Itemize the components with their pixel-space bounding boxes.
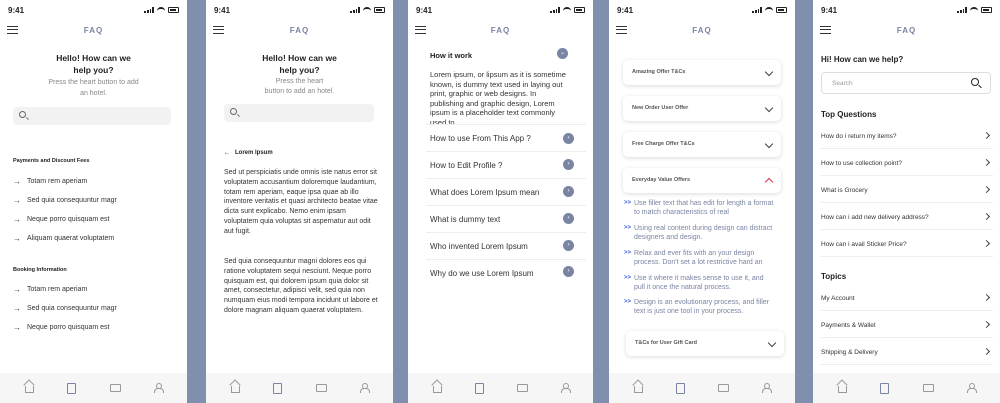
page-title: FAQ — [896, 26, 917, 35]
chevron-right-icon — [983, 159, 990, 166]
wifi-icon — [563, 7, 571, 13]
list-item-label: My Account — [821, 295, 855, 302]
list-item[interactable] — [821, 313, 993, 338]
home-icon[interactable] — [838, 386, 847, 393]
greeting-line-2: help you? — [279, 65, 320, 75]
list-item[interactable] — [821, 286, 993, 311]
folder-icon[interactable] — [718, 384, 729, 392]
accordion-label: Everyday Value Offers — [632, 177, 691, 183]
answer-paragraph: Sed quia consequuntur magni dolores eos qui ratione voluptatem sequi nesciunt. Neque porro quisquam est, qui dolorem ipsum quia dolor sit amet, consectetur, adipisci velit, sed quia non numquam eius modi tempora incidunt ut labore et dolore magnam aliquam quaerat voluptatem. — [224, 258, 378, 314]
accordion-label: Amazing Offer T&Cs — [632, 69, 686, 75]
bullet-text: Design is an evolutionary process, and filler text is just one tool in your process. — [634, 299, 770, 316]
faq-link[interactable] — [13, 304, 117, 313]
search-placeholder: Search — [832, 80, 853, 87]
faq-question[interactable]: Why do we use Lorem Ipsum — [430, 269, 534, 278]
chevron-up-icon — [765, 178, 773, 186]
help-heading: Hi! How can we help? — [821, 55, 904, 64]
status-bar — [813, 6, 1000, 18]
home-icon[interactable] — [25, 386, 34, 393]
wifi-icon — [157, 7, 165, 13]
profile-icon[interactable] — [762, 383, 770, 393]
faq-link[interactable] — [13, 234, 114, 243]
list-item[interactable] — [821, 232, 993, 257]
page-title: FAQ — [289, 26, 310, 35]
folder-icon[interactable] — [923, 384, 934, 392]
faq-link[interactable] — [13, 177, 87, 186]
search-icon — [971, 78, 979, 86]
list-item-label: How to use collection point? — [821, 160, 902, 167]
tab-bar — [408, 373, 593, 403]
list-item-label: How can i avail Sticker Price? — [821, 241, 907, 248]
wifi-icon — [970, 7, 978, 13]
double-arrow-icon: >> — [624, 225, 632, 231]
divider — [426, 259, 586, 260]
faq-screen-4 — [609, 0, 795, 403]
hint-line-2: an hotel. — [80, 90, 107, 97]
list-item-label: Shipping & Delivery — [821, 349, 878, 356]
section-heading: Payments and Discount Fees — [13, 158, 90, 164]
greeting-line-1: Hello! How can we — [56, 53, 131, 63]
list-item[interactable] — [821, 178, 993, 203]
arrow-left-icon: ← — [224, 150, 230, 156]
answer-text: Lorem ipsum, or lipsum as it is sometime known, is dummy text used in laying out print, graphic or web designs. In publishing and graphic design, Lorem ipsum is a placeholder text commonly used to — [430, 70, 566, 127]
faq-link-label: Totam rem aperiam — [27, 178, 88, 185]
page-title: FAQ — [490, 26, 511, 35]
page-title: FAQ — [692, 26, 712, 35]
faq-link[interactable] — [13, 196, 117, 205]
arrow-right-icon: → — [13, 215, 21, 224]
list-item[interactable] — [821, 205, 993, 230]
list-item[interactable] — [821, 124, 993, 149]
document-icon[interactable] — [67, 383, 76, 394]
tab-bar — [609, 373, 795, 403]
top-questions-heading: Top Questions — [821, 110, 877, 119]
search-icon — [230, 108, 237, 115]
arrow-right-icon: → — [13, 304, 21, 313]
faq-link-label: Sed quia consequuntur magr — [27, 305, 117, 312]
signal-icon — [752, 7, 762, 13]
signal-icon — [350, 7, 360, 13]
accordion-label: T&Cs for User Gift Card — [635, 340, 698, 346]
hint-line-2: button to add an hotel. — [264, 88, 335, 95]
search-input[interactable] — [224, 104, 374, 122]
bullet-text: Use filler text that has edit for length a format to match characteristics of real — [634, 200, 774, 217]
section-heading: Booking Information — [13, 267, 67, 273]
chevron-down-icon[interactable]: ⌄ — [557, 48, 568, 59]
accordion-label: Free Charge Offer T&Cs — [632, 141, 695, 147]
chevron-right-icon[interactable]: › — [563, 240, 574, 251]
faq-link[interactable] — [13, 285, 87, 294]
back-label: Lorem Ipsum — [235, 150, 273, 156]
chevron-right-icon — [983, 186, 990, 193]
folder-icon[interactable] — [316, 384, 327, 392]
faq-screen-3 — [408, 0, 593, 403]
greeting-line-2: help you? — [73, 65, 114, 75]
double-arrow-icon: >> — [624, 299, 632, 305]
battery-icon — [374, 7, 385, 13]
chevron-down-icon — [765, 68, 773, 76]
status-bar — [609, 6, 795, 18]
chevron-right-icon — [983, 132, 990, 139]
profile-icon[interactable] — [561, 383, 569, 393]
chevron-right-icon[interactable]: › — [563, 133, 574, 144]
faq-link[interactable] — [13, 215, 110, 224]
search-icon — [19, 111, 26, 118]
arrow-right-icon: → — [13, 234, 21, 243]
faq-question[interactable]: Who invented Lorem Ipsum — [430, 242, 528, 251]
chevron-right-icon[interactable]: › — [563, 186, 574, 197]
wifi-icon — [363, 7, 371, 13]
page-title: FAQ — [83, 26, 104, 35]
divider — [426, 232, 586, 233]
greeting-line-1: Hello! How can we — [262, 53, 337, 63]
faq-question[interactable]: How to Edit Profile ? — [430, 161, 503, 170]
search-input[interactable] — [13, 107, 171, 125]
status-time: 9:41 — [416, 6, 433, 15]
home-icon[interactable] — [634, 386, 643, 393]
wifi-icon — [765, 7, 773, 13]
profile-icon[interactable] — [360, 383, 368, 393]
accordion-item[interactable] — [623, 60, 781, 85]
arrow-right-icon: → — [13, 285, 21, 294]
chevron-right-icon — [983, 348, 990, 355]
faq-question[interactable]: What does Lorem Ipsum mean — [430, 188, 540, 197]
topics-heading: Topics — [821, 272, 847, 281]
battery-icon — [981, 7, 992, 13]
faq-screen-2 — [206, 0, 393, 403]
document-icon[interactable] — [273, 383, 282, 394]
faq-link-label: Totam rem aperiam — [27, 286, 88, 293]
chevron-right-icon[interactable]: › — [563, 266, 574, 277]
battery-icon — [168, 7, 179, 13]
battery-icon — [574, 7, 585, 13]
signal-icon — [144, 7, 154, 13]
accordion-item-open[interactable] — [623, 168, 781, 193]
bullet-text: Using real content during design can distract designers and design. — [634, 225, 773, 242]
battery-icon — [776, 7, 787, 13]
list-item-label: How do i return my items? — [821, 133, 897, 140]
offer-bullet — [624, 199, 774, 218]
chevron-down-icon — [765, 140, 773, 148]
double-arrow-icon: >> — [624, 250, 632, 256]
faq-link-label: Neque porro quisquam est — [27, 324, 110, 331]
tab-bar — [206, 373, 393, 403]
accordion-item[interactable] — [623, 132, 781, 157]
faq-link-label: Neque porro quisquam est — [27, 216, 110, 223]
bullet-text: Use it where it makes sense to use it, and pull it once the natural process. — [634, 275, 764, 292]
list-item-label: Payments & Wallet — [821, 322, 876, 329]
back-button[interactable] — [224, 150, 273, 156]
answer-paragraph: Sed ut perspiciatis unde omnis iste natus error sit voluptatem accusantium doloremque laudantium, totam rem aperiam, eaque ipsa quae ab illo inventore veritatis et quasi architecto beatae vitae dicta sunt explicabo. Nemo enim ipsam voluptatem quia voluptas sit aspernatur aut odit aut fugit. — [224, 169, 378, 235]
double-arrow-icon: >> — [624, 200, 632, 206]
list-item[interactable] — [821, 151, 993, 176]
tab-bar — [813, 373, 1000, 403]
status-time: 9:41 — [214, 6, 231, 15]
signal-icon — [550, 7, 560, 13]
divider — [426, 205, 586, 206]
double-arrow-icon: >> — [624, 275, 632, 281]
chevron-down-icon — [768, 339, 776, 347]
chevron-right-icon — [983, 240, 990, 247]
hint-line-1: Press the heart button to add — [48, 79, 139, 86]
arrow-right-icon: → — [13, 196, 21, 205]
home-icon[interactable] — [433, 386, 442, 393]
open-question[interactable]: How it work — [430, 51, 473, 60]
faq-link-label: Aliquam quaerat voluptatem — [27, 235, 115, 242]
offer-bullet — [624, 274, 774, 293]
accordion-item[interactable] — [623, 96, 781, 121]
status-bar — [408, 6, 593, 18]
offer-bullet — [624, 298, 774, 317]
status-bar — [206, 6, 393, 18]
faq-screen-5 — [813, 0, 1000, 403]
faq-link-label: Sed quia consequuntur magr — [27, 197, 117, 204]
document-icon[interactable] — [880, 383, 889, 394]
status-time: 9:41 — [617, 6, 634, 15]
accordion-item[interactable] — [626, 331, 784, 356]
tab-bar — [0, 373, 187, 403]
offer-bullet — [624, 249, 774, 268]
divider — [426, 151, 586, 152]
bullet-text: Relax and ever fits with an your design process. Don't set a lot restrictive hard an — [634, 250, 763, 267]
chevron-right-icon — [983, 213, 990, 220]
offer-bullet — [624, 224, 774, 243]
divider — [426, 124, 586, 125]
chevron-right-icon[interactable]: › — [563, 159, 574, 170]
signal-icon — [957, 7, 967, 13]
divider — [426, 178, 586, 179]
list-item-label: What is Grocery — [821, 187, 868, 194]
arrow-right-icon: → — [13, 177, 21, 186]
arrow-right-icon: → — [13, 323, 21, 332]
status-bar — [0, 6, 187, 18]
faq-screen-1 — [0, 0, 187, 403]
folder-icon[interactable] — [110, 384, 121, 392]
chevron-right-icon — [983, 294, 990, 301]
folder-icon[interactable] — [517, 384, 528, 392]
list-item[interactable] — [821, 340, 993, 365]
faq-question[interactable]: What is dummy text — [430, 215, 501, 224]
profile-icon[interactable] — [967, 383, 975, 393]
faq-question[interactable]: How to use From This App ? — [430, 134, 531, 143]
home-icon[interactable] — [231, 386, 240, 393]
chevron-down-icon — [765, 104, 773, 112]
status-time: 9:41 — [8, 6, 25, 15]
list-item-label: How can i add new delivery address? — [821, 214, 929, 221]
search-input[interactable] — [821, 72, 991, 94]
faq-link[interactable] — [13, 323, 110, 332]
hint-line-1: Press the heart — [275, 78, 324, 85]
accordion-label: New Order User Offer — [632, 105, 689, 111]
document-icon[interactable] — [676, 383, 685, 394]
status-time: 9:41 — [821, 6, 838, 15]
chevron-right-icon — [983, 321, 990, 328]
profile-icon[interactable] — [154, 383, 162, 393]
chevron-right-icon[interactable]: › — [563, 213, 574, 224]
document-icon[interactable] — [475, 383, 484, 394]
